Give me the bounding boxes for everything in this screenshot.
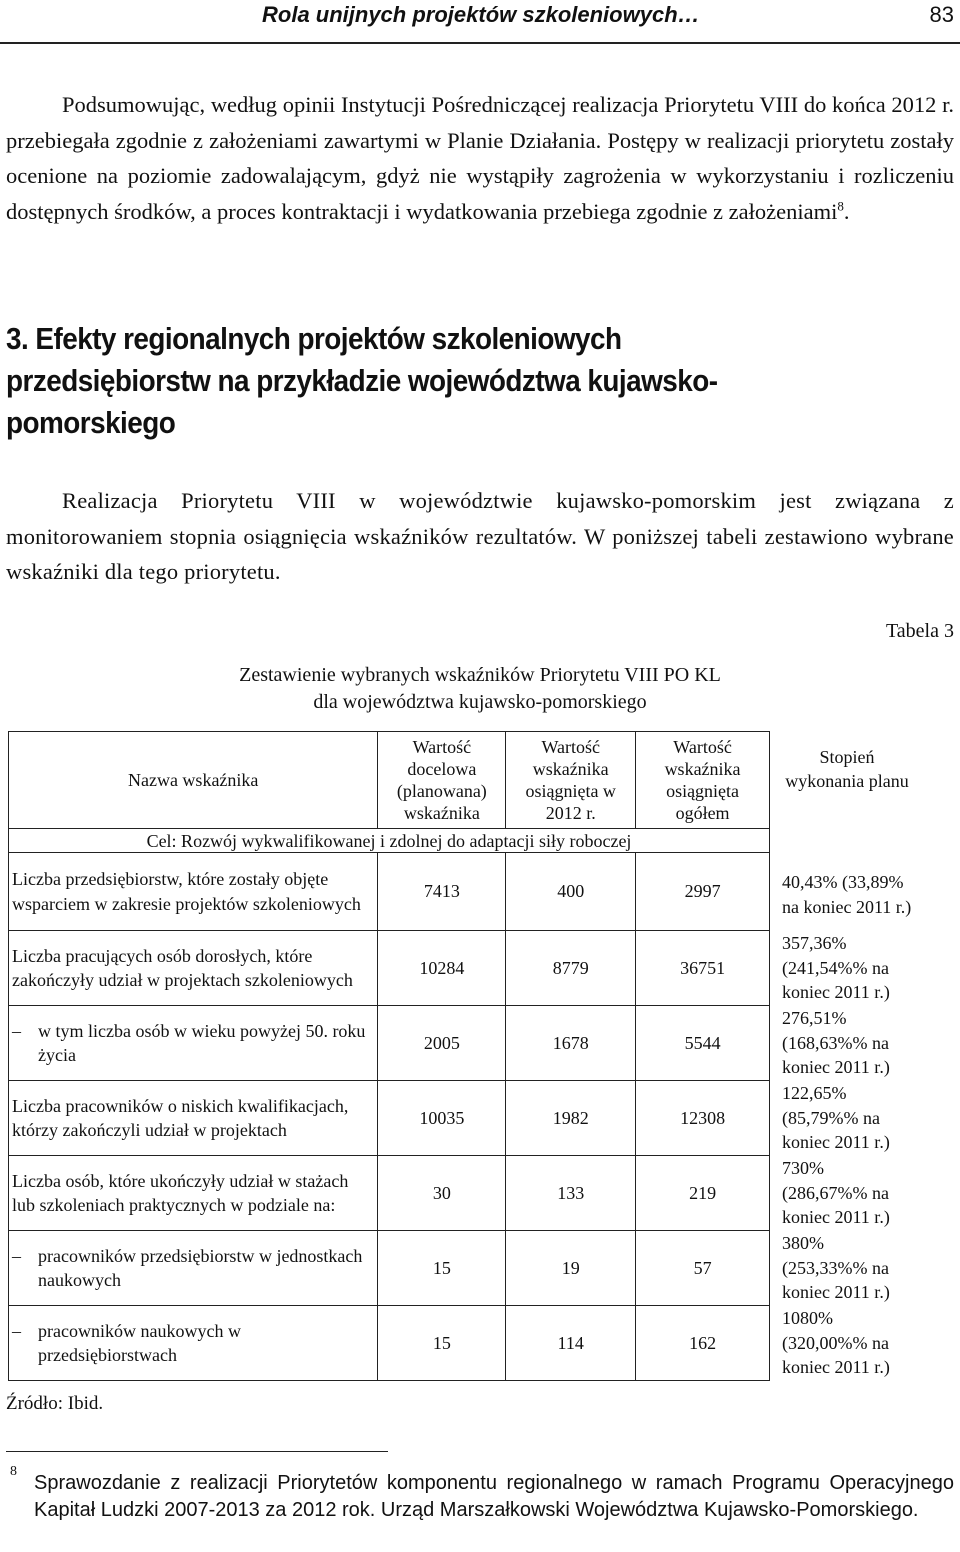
table-header-row: [9, 732, 770, 829]
footnote-divider: [6, 1451, 388, 1452]
completion-value: 730% (286,67%% na koniec 2011 r.): [782, 1158, 890, 1227]
indicator-name: – w tym liczba osób w wieku powyżej 50. roku życia: [9, 1006, 378, 1081]
completion-value: 1080% (320,00%% na koniec 2011 r.): [782, 1308, 890, 1377]
achieved-2012-value: 114: [506, 1306, 636, 1381]
table-label: Tabela 3: [885, 620, 954, 642]
achieved-2012-value: 1678: [506, 1006, 636, 1081]
section-heading: 3. Efekty regionalnych projektów szkoleniowych przedsiębiorstw na przykładzie województwa kujawsko-pomorskiego: [6, 321, 718, 440]
table-caption-line2: dla województwa kujawsko-pomorskiego: [313, 691, 647, 713]
indicator-name: – pracowników przedsiębiorstw w jednostkach naukowych: [9, 1231, 378, 1306]
dash-marker: –: [12, 1320, 21, 1341]
achieved-total-value: 5544: [636, 1006, 770, 1081]
achieved-2012-value: 1982: [506, 1081, 636, 1156]
table-row: [9, 853, 770, 931]
running-title: Rola unijnych projektów szkoleniowych…: [262, 2, 700, 27]
page-number: 83: [929, 2, 954, 27]
header-planned: Wartość docelowa (planowana) wskaźnika: [378, 732, 506, 829]
achieved-total-value: 162: [636, 1306, 770, 1381]
achieved-total-value: 219: [636, 1156, 770, 1231]
table-row: [9, 1231, 770, 1306]
indicator-name: Liczba pracujących osób dorosłych, które zakończyły udział w projektach szkoleniowych: [9, 931, 378, 1006]
footnote-number: 8: [10, 1464, 17, 1479]
summary-text: Podsumowując, według opinii Instytucji Pośredniczącej realizacja Priorytetu VIII do końca 2012 r. przebiegała zgodnie z założeniami zawartymi w Planie Działania. Postępy w realizacji priorytetu zostały ocenione na poziomie zadowalającym, gdyż nie wystąpiły zagrożenia w wykorzystaniu i rozliczeniu dostępnych środków, a proces kontraktacji i wydatkowania przebiega zgodnie z założeniami: [6, 92, 954, 224]
header-completion: Stopień wykonania planu: [785, 747, 909, 791]
intro-paragraph: Realizacja Priorytetu VIII w województwie kujawsko-pomorskim jest związana z monitorowaniem stopnia osiągnięcia wskaźników rezultatów. W poniższej tabeli zestawiono wybrane wskaźniki dla tego priorytetu.: [6, 488, 954, 584]
dash-marker: –: [12, 1245, 21, 1266]
completion-value: 122,65% (85,79%% na koniec 2011 r.): [782, 1083, 890, 1152]
achieved-total-value: 57: [636, 1231, 770, 1306]
table-row: [9, 1081, 770, 1156]
completion-value: 40,43% (33,89% na koniec 2011 r.): [782, 872, 912, 917]
indicator-name: Liczba przedsiębiorstw, które zostały objęte wsparciem w zakresie projektów szkoleniowych: [9, 853, 378, 931]
planned-value: 7413: [378, 853, 506, 931]
header-achieved-2012: Wartość wskaźnika osiągnięta w 2012 r.: [506, 732, 636, 829]
indicators-table: [8, 731, 770, 1381]
goal-cell: Cel: Rozwój wykwalifikowanej i zdolnej do adaptacji siły roboczej: [9, 829, 770, 853]
table-caption-line1: Zestawienie wybranych wskaźników Priorytetu VIII PO KL: [239, 664, 721, 686]
footnote-reference[interactable]: 8: [837, 198, 844, 213]
planned-value: 15: [378, 1231, 506, 1306]
summary-paragraph: Podsumowując, według opinii Instytucji Pośredniczącej realizacja Priorytetu VIII do końca 2012 r. przebiegała zgodnie z założeniami zawartymi w Planie Działania. Postępy w realizacji priorytetu zostały ocenione na poziomie zadowalającym, gdyż nie wystąpiły zagrożenia w wykorzystaniu i rozliczeniu dostępnych środków, a proces kontraktacji i wydatkowania przebiega zgodnie z założeniami$^8$.: [6, 92, 954, 224]
achieved-total-value: 36751: [636, 931, 770, 1006]
page-header: [0, 0, 960, 44]
planned-value: 10035: [378, 1081, 506, 1156]
header-name: Nazwa wskaźnika: [9, 732, 378, 829]
indicator-name: – pracowników naukowych w przedsiębiorstwach: [9, 1306, 378, 1381]
completion-value: 357,36% (241,54%% na koniec 2011 r.): [782, 933, 890, 1002]
dash-marker: –: [12, 1020, 21, 1041]
footnote-text: Sprawozdanie z realizacji Priorytetów komponentu regionalnego w ramach Programu Operacyjnego Kapitał Ludzki 2007-2013 za 2012 rok. Urząd Marszałkowski Województwa Kujawsko-Pomorskiego.: [34, 1472, 954, 1521]
achieved-total-value: 12308: [636, 1081, 770, 1156]
achieved-2012-value: 8779: [506, 931, 636, 1006]
planned-value: 30: [378, 1156, 506, 1231]
completion-value: 276,51% (168,63%% na koniec 2011 r.): [782, 1008, 890, 1077]
table-row: [9, 931, 770, 1006]
indicator-name: Liczba pracowników o niskich kwalifikacjach, którzy zakończyli udział w projektach: [9, 1081, 378, 1156]
achieved-total-value: 2997: [636, 853, 770, 931]
table-row: [9, 1156, 770, 1231]
planned-value: 2005: [378, 1006, 506, 1081]
table-row: [9, 1006, 770, 1081]
achieved-2012-value: 133: [506, 1156, 636, 1231]
header-achieved-total: Wartość wskaźnika osiągnięta ogółem: [636, 732, 770, 829]
planned-value: 10284: [378, 931, 506, 1006]
indicator-name: Liczba osób, które ukończyły udział w stażach lub szkoleniach praktycznych w podziale na:: [9, 1156, 378, 1231]
planned-value: 15: [378, 1306, 506, 1381]
table-source: Źródło: Ibid.: [6, 1393, 104, 1414]
achieved-2012-value: 400: [506, 853, 636, 931]
completion-value: 380% (253,33%% na koniec 2011 r.): [782, 1233, 890, 1302]
table-row: [9, 1306, 770, 1381]
goal-row: [9, 829, 770, 853]
achieved-2012-value: 19: [506, 1231, 636, 1306]
